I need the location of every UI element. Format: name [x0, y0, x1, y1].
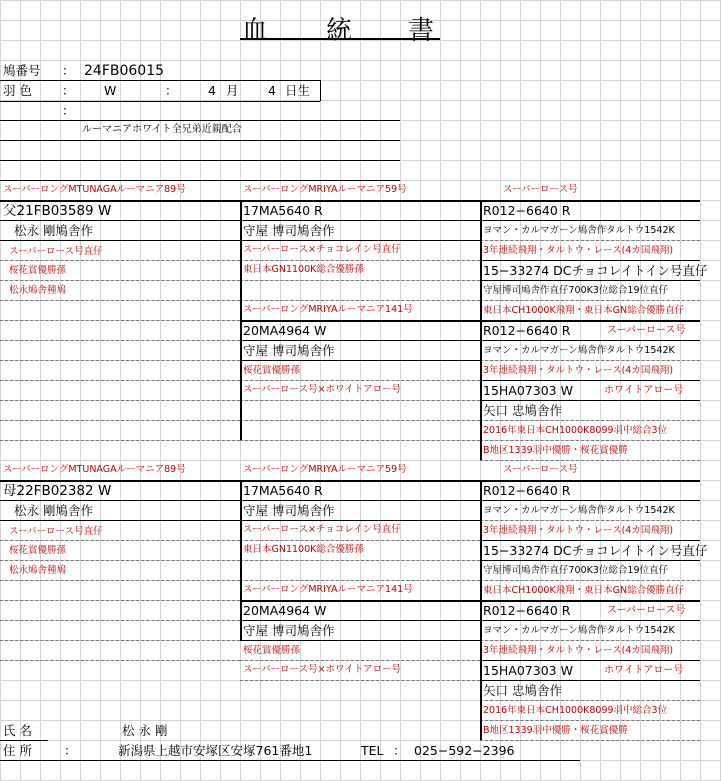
dam-gds-rule [480, 600, 700, 602]
dashed-rule [480, 420, 700, 421]
dashed-rule [0, 660, 240, 661]
divider-rule [240, 640, 480, 641]
dashed-rule [240, 440, 480, 441]
address-underline [0, 760, 580, 761]
dam-ggs-note-2: 3年連続飛翔・タルトウ・レース(4カ国飛翔) [483, 525, 674, 536]
sire-dam-ring: 20MA4964 W [243, 323, 327, 338]
sire-main-rule [0, 200, 240, 202]
title-char-1: 血 [242, 16, 269, 46]
dam-gds-note-2: 3年連続飛翔・タルトウ・レース(4カ国飛翔) [483, 645, 674, 656]
header-box-edge [320, 80, 321, 101]
address-colon: ： [64, 743, 77, 758]
dashed-rule [240, 580, 480, 581]
dam-gdd-ring: 15HA07303 W [483, 663, 573, 678]
dashed-rule [0, 280, 240, 281]
sire-bracket-1 [240, 200, 242, 440]
divider-rule [480, 540, 700, 541]
dashed-rule [480, 520, 700, 521]
dashed-rule [0, 420, 240, 421]
tel-label: TEL [361, 743, 384, 758]
dam-note-2: 桜花賞優勝孫 [9, 545, 67, 556]
sire-ring: 父21FB03589 W [3, 203, 112, 219]
sire-gds-note-2: 3年連続飛翔・タルトウ・レース(4カ国飛翔) [483, 365, 674, 376]
sire-gds-name: スーパーロース号 [607, 325, 686, 336]
sire-dam-note-2: スーパーロース号×ホワイトアロー号 [243, 384, 401, 395]
dam-gdd-note-2: B地区1339羽中優勝・桜花賞優勝 [483, 725, 628, 736]
sire-ring-rule [0, 220, 240, 221]
dashed-rule [240, 420, 480, 421]
birth-month: 4 [208, 83, 216, 98]
dashed-rule [240, 280, 480, 281]
sire-g-top-label: スーパーロングMRIYAルーマニア59号 [243, 184, 407, 195]
sire-ggs-ring-rule [480, 220, 700, 221]
divider-rule [0, 520, 240, 521]
dam-dam-ring: 20MA4964 W [243, 603, 327, 618]
dam-ggd-note-1: 守屋博司鳩舎作直仔700K3位総合19位直仔 [483, 565, 668, 576]
sire-gdd-name: ホワイトアロー号 [604, 385, 684, 396]
sire-top-label: スーパーロングMTUNAGAルーマニア89号 [3, 184, 186, 195]
dashed-rule [240, 660, 480, 661]
dam-gdd-note-1: 2016年東日本CH1000K8099羽中総合3位 [483, 705, 668, 716]
birth-day-unit: 日生 [285, 83, 311, 98]
dashed-rule [0, 540, 240, 541]
sire-owner: 松永 剛鳩舎作 [14, 223, 93, 238]
divider-rule [480, 660, 700, 661]
dashed-rule [0, 320, 240, 321]
color-value: W [104, 83, 117, 98]
dashed-rule [240, 300, 480, 301]
dashed-rule [0, 620, 240, 621]
divider-rule [480, 260, 700, 261]
sire-g-ring: 17MA5640 R [243, 203, 323, 218]
dam-dam-rule [240, 600, 480, 602]
dashed-rule [240, 680, 480, 681]
sire-note-2: 桜花賞優勝孫 [9, 265, 67, 276]
divider-rule [240, 360, 480, 361]
dam-bracket-1 [240, 480, 242, 640]
dam-dam-note-2: スーパーロース号×ホワイトアロー号 [243, 664, 401, 675]
divider-rule [240, 620, 480, 621]
dam-ggs-ring: R012−6640 R [483, 483, 571, 498]
dam-note-1: スーパーロース号直仔 [9, 526, 103, 537]
sire-ggs-note-2: 3年連続飛翔・タルトウ・レース(4カ国飛翔) [483, 245, 674, 256]
dashed-rule [0, 400, 240, 401]
divider-rule [480, 280, 700, 281]
dashed-rule [0, 440, 240, 441]
sire-dam-owner: 守屋 博司鳩舎作 [243, 343, 335, 358]
dam-ring: 母22FB02382 W [3, 483, 112, 499]
name-label-underline [0, 740, 48, 741]
dashed-rule [0, 300, 240, 301]
dam-top-label: スーパーロングMTUNAGAルーマニア89号 [3, 464, 186, 475]
sire-bracket-2 [480, 200, 482, 320]
sire-ggs-ring: R012−6640 R [483, 203, 571, 218]
dam-g-note-1: スーパーロース×チョコレイン号直仔 [243, 524, 401, 535]
dam-gdd-owner: 矢口 忠鳩舎作 [483, 683, 562, 698]
title-char-3: 書 [408, 16, 435, 46]
owner-name-label: 氏 名 [3, 723, 32, 738]
dam-ggs-top-label: スーパーロース号 [503, 464, 578, 475]
dam-bracket-3 [480, 600, 482, 740]
sire-gds-ring: R012−6640 R [483, 323, 571, 338]
birth-month-unit: 月 [226, 83, 239, 98]
dam-dam-top-label: スーパーロングMRIYAルーマニア141号 [243, 584, 413, 595]
color-colon: ： [62, 83, 75, 98]
dashed-rule [480, 720, 700, 721]
dam-g-ring: 17MA5640 R [243, 483, 323, 498]
dashed-rule [0, 600, 240, 601]
dam-ggs-note-1: ヨマン・カルマガーン鳩舎作タルトウ1542K [483, 505, 675, 516]
dashed-rule [480, 360, 700, 361]
sire-g-note-1: スーパーロース×チョコレイン号直仔 [243, 244, 401, 255]
header-rule-2 [0, 140, 400, 141]
dam-dam-owner: 守屋 博司鳩舎作 [243, 623, 335, 638]
sire-g-rule [240, 200, 480, 202]
pedigree-title [240, 6, 440, 46]
sire-note-3: 松永鳩舎種鳩 [9, 285, 67, 296]
divider-rule [480, 380, 700, 381]
dam-gds-name: スーパーロース号 [607, 605, 686, 616]
sire-bracket-3 [480, 320, 482, 460]
dashed-rule [480, 440, 700, 441]
divider-rule [240, 500, 480, 501]
dam-g-rule [240, 480, 480, 482]
ring-colon: ： [62, 63, 75, 78]
dam-owner: 松永 剛鳩舎作 [14, 503, 93, 518]
sire-ggd-note-2: 東日本CH1000K飛翔・東日本GN総合優勝直仔 [483, 305, 685, 316]
dashed-rule [0, 340, 240, 341]
sire-ggs-top-label: スーパーロース号 [503, 184, 578, 195]
dashed-rule [0, 360, 240, 361]
dam-g-top-label: スーパーロングMRIYAルーマニア59号 [243, 464, 407, 475]
divider-rule [240, 340, 480, 341]
breeding-comment: ルーマニアホワイト全兄弟近親配合 [82, 124, 242, 135]
dam-gdd-name: ホワイトアロー号 [604, 665, 684, 676]
birth-day: 4 [268, 83, 276, 98]
dashed-rule [240, 400, 480, 401]
dam-note-3: 松永鳩舎種鳩 [9, 565, 67, 576]
sire-owner-rule [0, 240, 240, 241]
dashed-rule [480, 240, 700, 241]
sire-dam-top-label: スーパーロングMRIYAルーマニア141号 [243, 304, 413, 315]
sire-g-owner: 守屋 博司鳩舎作 [243, 223, 335, 238]
address-label: 住 所 [3, 743, 32, 758]
dam-bracket-2 [480, 480, 482, 600]
sire-g-ring-rule [240, 220, 480, 221]
sire-gdd-owner: 矢口 忠鳩舎作 [483, 403, 562, 418]
sire-note-1: スーパーロース号直仔 [9, 246, 103, 257]
dashed-rule [480, 700, 700, 701]
dam-g-note-2: 東日本GN1100K総合優勝孫 [243, 544, 364, 555]
dam-ggs-rule [480, 480, 700, 482]
dashed-rule [240, 380, 480, 381]
sire-gds-note-1: ヨマン・カルマガーン鳩舎作タルトウ1542K [483, 345, 675, 356]
color-underline [0, 101, 320, 102]
dashed-rule [480, 740, 700, 741]
extra-colon: ： [62, 103, 75, 118]
header-rule-1 [0, 120, 400, 121]
dashed-rule [0, 560, 240, 561]
sire-gdd-note-1: 2016年東日本CH1000K8099羽中総合3位 [483, 425, 668, 436]
dam-main-rule [0, 480, 240, 482]
date-colon: ： [165, 83, 178, 98]
divider-rule [0, 500, 240, 501]
ring-number: 24FB06015 [84, 63, 165, 79]
divider-rule [240, 520, 480, 521]
header-rule-3 [0, 160, 400, 161]
dam-gds-note-1: ヨマン・カルマガーン鳩舎作タルトウ1542K [483, 625, 675, 636]
sire-gdd-ring: 15HA07303 W [483, 383, 573, 398]
dashed-rule [240, 560, 480, 561]
dam-ggd-note-2: 東日本CH1000K飛翔・東日本GN総合優勝直仔 [483, 585, 685, 596]
sire-ggs-rule [480, 200, 700, 202]
dam-ggd-ring: 15−33274 DCチョコレイトイン号直仔 [483, 543, 708, 558]
dashed-rule [480, 580, 700, 581]
dashed-rule [240, 540, 480, 541]
sire-ggs-note-1: ヨマン・カルマガーン鳩舎作タルトウ1542K [483, 225, 675, 236]
dashed-rule [0, 380, 240, 381]
dashed-rule [0, 640, 240, 641]
dam-dam-note-1: 桜花賞優勝孫 [243, 645, 301, 656]
sire-gdd-note-2: B地区1339羽中優勝・桜花賞優勝 [483, 445, 628, 456]
divider-rule [480, 340, 700, 341]
sire-dam-rule [240, 320, 480, 322]
address-value: 新潟県上越市安塚区安塚761番地1 [118, 743, 313, 758]
tel-colon: ： [393, 743, 406, 758]
dashed-rule [480, 300, 700, 301]
tel-value: 025−592−2396 [414, 743, 515, 758]
ring-label: 鳩番号 [3, 63, 41, 78]
dam-gds-ring: R012−6640 R [483, 603, 571, 618]
title-char-2: 統 [326, 16, 353, 46]
divider-rule [480, 560, 700, 561]
sire-gds-rule [480, 320, 700, 322]
dashed-rule [480, 640, 700, 641]
color-label: 羽 色 [3, 83, 32, 98]
divider-rule [480, 500, 700, 501]
sire-dam-note-1: 桜花賞優勝孫 [243, 365, 301, 376]
dashed-rule [0, 260, 240, 261]
dashed-rule [240, 260, 480, 261]
sire-g-note-2: 東日本GN1100K総合優勝孫 [243, 264, 364, 275]
header-rule-4 [0, 180, 400, 181]
owner-name-value: 松 永 剛 [122, 723, 168, 738]
divider-rule [480, 400, 700, 401]
dam-g-owner: 守屋 博司鳩舎作 [243, 503, 335, 518]
dashed-rule [0, 580, 240, 581]
sire-ggd-ring: 15−33274 DCチョコレイトイン号直仔 [483, 263, 708, 278]
sire-ggd-note-1: 守屋博司鳩舎作直仔700K3位総合19位直仔 [483, 285, 668, 296]
sire-g-owner-rule [240, 240, 480, 241]
divider-rule [480, 680, 700, 681]
ring-underline [0, 80, 320, 81]
divider-rule [480, 620, 700, 621]
dashed-rule [480, 460, 700, 461]
